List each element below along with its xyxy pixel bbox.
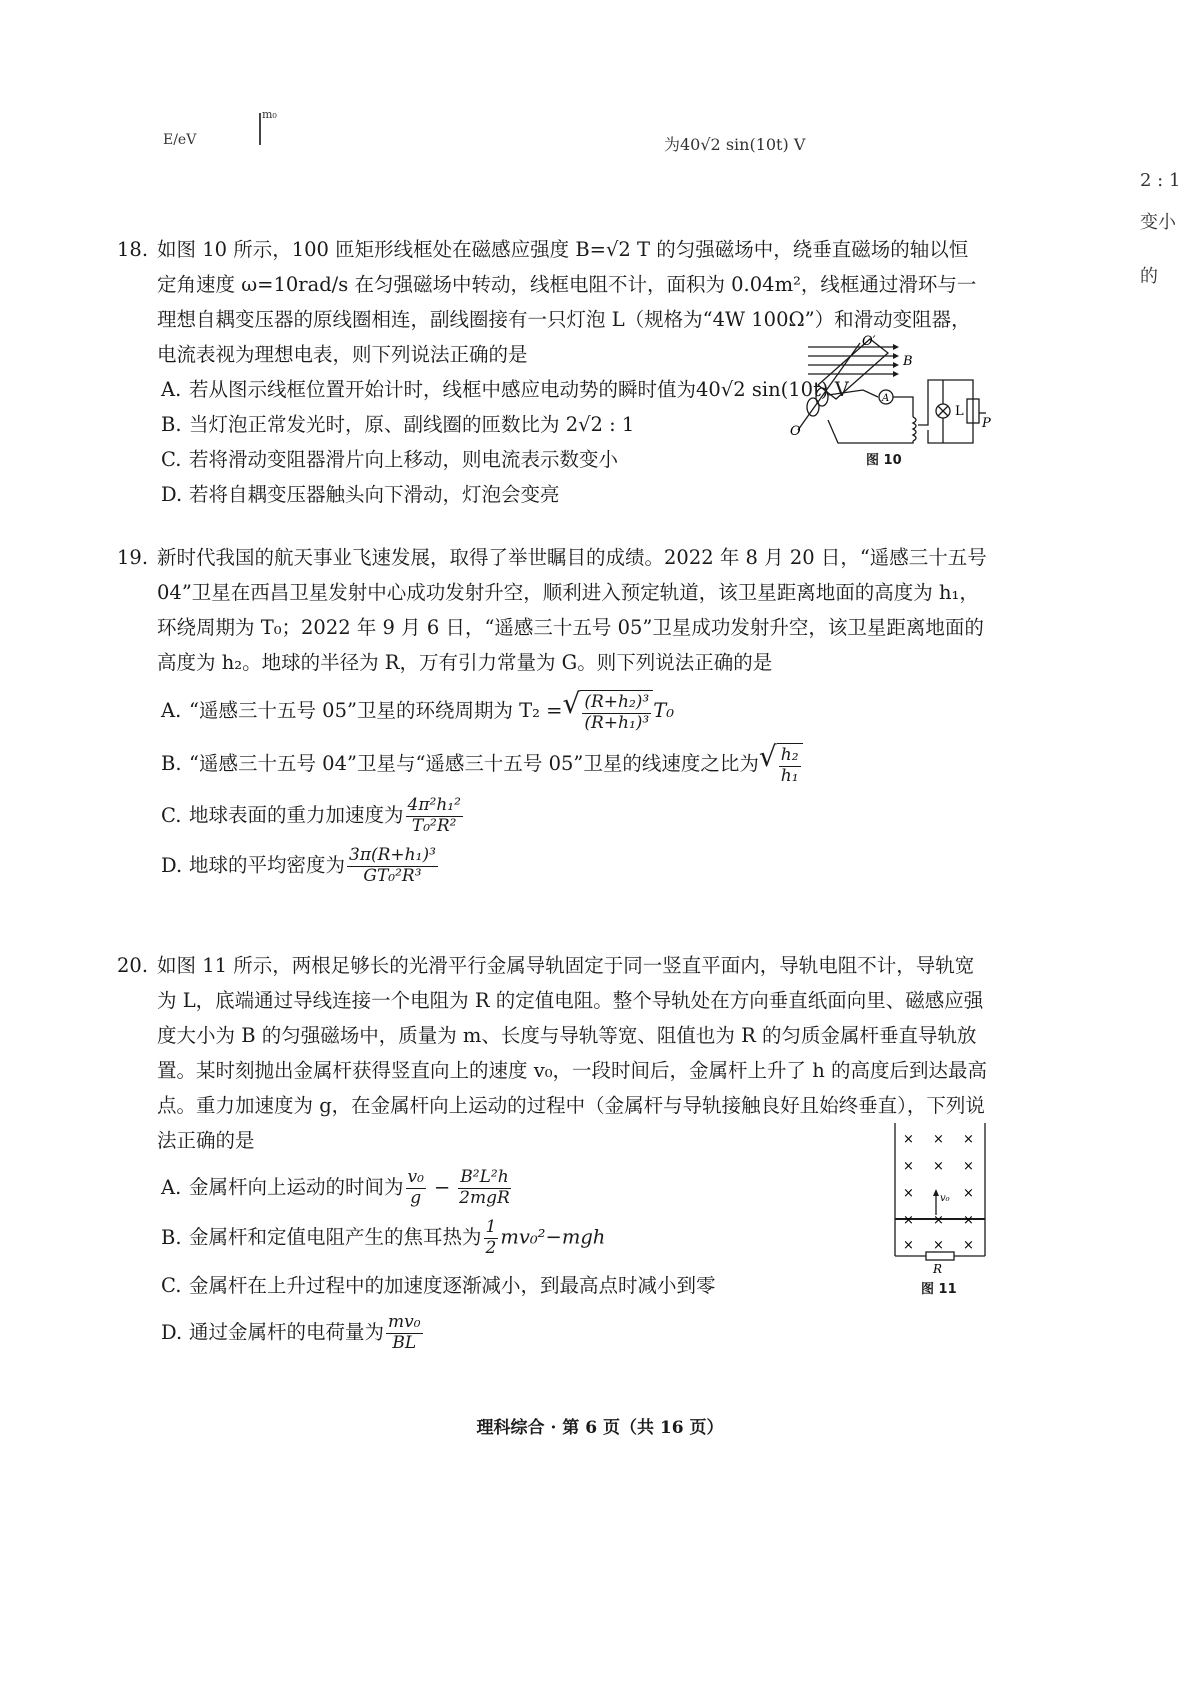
label-v0: v₀ bbox=[940, 1193, 950, 1204]
field-cross: × bbox=[933, 1213, 944, 1228]
fraction-numerator: (R+h₂)³ bbox=[584, 692, 650, 712]
header-fragment-right: 2 : 1 bbox=[1140, 170, 1181, 191]
option-text: 当灯泡正常发光时，原、副线圈的匝数比为 2√2 : 1 bbox=[189, 413, 635, 436]
resistor bbox=[926, 1252, 954, 1260]
header-fragment-right: 变小 bbox=[1140, 212, 1176, 233]
radical-sign: √ bbox=[562, 687, 581, 720]
label-r: R bbox=[933, 1262, 943, 1273]
page-footer: 理科综合 · 第 6 页（共 16 页） bbox=[476, 1418, 724, 1438]
figure-11-caption: 图 11 bbox=[921, 1282, 957, 1297]
option-tail: T₀ bbox=[653, 699, 675, 723]
fraction bbox=[347, 846, 438, 886]
velocity-arrowhead bbox=[933, 1189, 939, 1196]
option-c bbox=[161, 796, 987, 836]
field-cross: × bbox=[903, 1213, 914, 1228]
fraction-numerator: mv₀ bbox=[388, 1312, 421, 1333]
radical-sign: √ bbox=[758, 740, 777, 774]
radicand bbox=[580, 690, 653, 733]
wire-to-transformer bbox=[893, 397, 913, 417]
option-text: 金属杆在上升过程中的加速度逐渐减小，到最高点时减小到零 bbox=[189, 1274, 716, 1298]
field-cross: × bbox=[933, 1159, 944, 1174]
question-q20 bbox=[117, 948, 987, 1363]
field-cross: × bbox=[963, 1238, 974, 1253]
question-q19 bbox=[117, 540, 987, 896]
field-cross: × bbox=[963, 1186, 974, 1201]
option-label: A. bbox=[161, 1175, 182, 1199]
option-c bbox=[161, 1268, 987, 1303]
fraction bbox=[779, 746, 801, 786]
fraction bbox=[406, 1168, 426, 1208]
option-a bbox=[161, 1168, 987, 1208]
square-root bbox=[758, 740, 803, 786]
option-label: C. bbox=[161, 448, 182, 471]
option-text: 地球表面的重力加速度为 bbox=[189, 803, 404, 827]
field-arrow bbox=[893, 344, 899, 350]
question-stem: 如图 10 所示，100 匝矩形线框处在磁感应强度 B=√2 T 的匀强磁场中，绕垂直磁场的轴以恒定角速度 ω=10rad/s 在匀强磁场中转动，线框电阻不计，面积为 0.04m²，线框通过滑环与一理想自耦变压器的原线圈相连，副线圈接有一只灯泡 L（规格为“4W 100Ω”）和滑动变阻器，电流表视为理想电表，则下列说法正确的是 bbox=[157, 238, 977, 366]
question-number: 20. bbox=[117, 954, 149, 977]
field-cross: × bbox=[903, 1238, 914, 1253]
transformer-coil bbox=[913, 417, 916, 441]
option-label: B. bbox=[161, 413, 182, 436]
figure-10-caption: 图 10 bbox=[866, 453, 902, 468]
header-fragment-mid: m₀ bbox=[262, 108, 277, 121]
option-tail: mv₀²−mgh bbox=[500, 1225, 606, 1249]
field-cross: × bbox=[933, 1238, 944, 1253]
option-text: 通过金属杆的电荷量为 bbox=[189, 1320, 385, 1344]
question-number: 19. bbox=[117, 546, 149, 569]
slip-ring-1 bbox=[807, 398, 819, 416]
option-d bbox=[161, 846, 987, 886]
square-root bbox=[562, 687, 654, 733]
question-stem: 新时代我国的航天事业飞速发展，取得了举世瞩目的成绩。2022 年 8 月 20 日，“遥感三十五号 04”卫星在西昌卫星发射中心成功发射升空，顺利进入预定轨道，该卫星距离地面的高度为 h₁，环绕周期为 T₀；2022 年 9 月 6 日，“遥感三十五号 05”卫星成功发射升空，该卫星距离地面的高度为 h₂。地球的半径为 R，万有引力常量为 G。则下列说法正确的是 bbox=[157, 546, 987, 674]
header-fragment-center: 为40√2 sin(10t) V bbox=[664, 135, 806, 154]
fraction-denominator: h₁ bbox=[780, 765, 799, 786]
field-arrow bbox=[893, 371, 899, 377]
option-label: B. bbox=[161, 752, 182, 776]
fraction-numerator: 3π(R+h₁)³ bbox=[349, 845, 436, 866]
label-o-bottom: O bbox=[790, 424, 801, 439]
label-p: P bbox=[982, 416, 991, 431]
option-label: A. bbox=[161, 699, 182, 723]
option-label: D. bbox=[161, 853, 183, 877]
option-b bbox=[161, 740, 987, 786]
fraction-denominator: T₀²R² bbox=[411, 815, 457, 836]
figure-11-diagram bbox=[890, 1123, 990, 1273]
option-label: D. bbox=[161, 483, 183, 506]
fraction-denominator: BL bbox=[392, 1332, 417, 1353]
figure-10-diagram bbox=[778, 335, 998, 465]
field-arrow bbox=[893, 362, 899, 368]
header-fragment-bracket bbox=[259, 113, 261, 145]
wire-bottom bbox=[828, 420, 913, 443]
fraction bbox=[484, 1218, 499, 1258]
fraction bbox=[458, 1168, 510, 1208]
option-label: C. bbox=[161, 803, 182, 827]
option-text: 金属杆向上运动的时间为 bbox=[189, 1175, 404, 1199]
fraction-denominator: 2 bbox=[485, 1237, 497, 1258]
option-text: 金属杆和定值电阻产生的焦耳热为 bbox=[189, 1225, 482, 1249]
coil-frame bbox=[818, 339, 888, 399]
header-fragment-left: E/eV bbox=[163, 132, 197, 148]
option-d bbox=[161, 1313, 987, 1353]
option-text: “遥感三十五号 04”卫星与“遥感三十五号 05”卫星的线速度之比为 bbox=[189, 752, 759, 776]
field-cross: × bbox=[933, 1132, 944, 1147]
header-fragment-right: 的 bbox=[1140, 266, 1158, 287]
field-cross: × bbox=[903, 1159, 914, 1174]
fraction bbox=[582, 693, 651, 733]
fraction bbox=[386, 1313, 423, 1353]
option-label: A. bbox=[161, 378, 182, 401]
fraction-numerator: 1 bbox=[485, 1217, 497, 1238]
radicand bbox=[777, 743, 803, 786]
field-cross: × bbox=[963, 1132, 974, 1147]
fraction-denominator: 2mgR bbox=[459, 1187, 510, 1208]
wire-top bbox=[828, 390, 878, 397]
field-cross: × bbox=[963, 1213, 974, 1228]
fraction-numerator: 4π²h₁² bbox=[407, 795, 461, 816]
option-text: “遥感三十五号 05”卫星的环绕周期为 T₂ = bbox=[189, 699, 563, 723]
fraction-numerator: B²L²h bbox=[460, 1167, 509, 1187]
question-stem: 如图 11 所示，两根足够长的光滑平行金属导轨固定于同一竖直平面内，导轨电阻不计，导轨宽为 L，底端通过导线连接一个电阻为 R 的定值电阻。整个导轨处在方向垂直纸面向里、磁感应强度大小为 B 的匀强磁场中，质量为 m、长度与导轨等宽、阻值也为 R 的匀质金属杆垂直导轨放置。某时刻抛出金属杆获得竖直向上的速度 v₀，一段时间后，金属杆上升了 h 的高度后到达最高点。重力加速度为 g，在金属杆向上运动的过程中（金属杆与导轨接触良好且始终垂直），下列说法正确的是 bbox=[157, 954, 987, 1152]
field-cross: × bbox=[903, 1186, 914, 1201]
fraction-denominator: g bbox=[410, 1187, 422, 1208]
label-o-top: O′ bbox=[862, 335, 876, 349]
option-label: C. bbox=[161, 1274, 182, 1298]
option-label: D. bbox=[161, 1320, 183, 1344]
secondary-loop bbox=[918, 380, 973, 443]
fraction-denominator: GT₀²R³ bbox=[363, 865, 422, 886]
option-text: 若将滑动变阻器滑片向上移动，则电流表示数变小 bbox=[189, 448, 619, 471]
option-label: B. bbox=[161, 1225, 182, 1249]
fraction-numerator: h₂ bbox=[780, 745, 799, 766]
field-cross: × bbox=[963, 1159, 974, 1174]
label-l: L bbox=[955, 404, 964, 419]
label-b: B bbox=[903, 354, 913, 369]
label-a: A bbox=[882, 393, 890, 404]
question-number: 18. bbox=[117, 238, 149, 261]
option-text: 若从图示线框位置开始计时，线框中感应电动势的瞬时值为40√2 sin(10t) V bbox=[189, 378, 849, 401]
minus-sign: − bbox=[433, 1175, 451, 1199]
fraction-denominator: (R+h₁)³ bbox=[584, 712, 650, 733]
option-a bbox=[161, 687, 987, 733]
field-arrow bbox=[893, 353, 899, 359]
fraction-numerator: v₀ bbox=[407, 1167, 424, 1187]
option-b bbox=[161, 1218, 987, 1258]
field-cross: × bbox=[903, 1132, 914, 1147]
option-text: 若将自耦变压器触头向下滑动，灯泡会变亮 bbox=[189, 483, 560, 506]
option-d bbox=[161, 477, 987, 512]
fraction bbox=[406, 796, 463, 836]
option-text: 地球的平均密度为 bbox=[189, 853, 346, 877]
